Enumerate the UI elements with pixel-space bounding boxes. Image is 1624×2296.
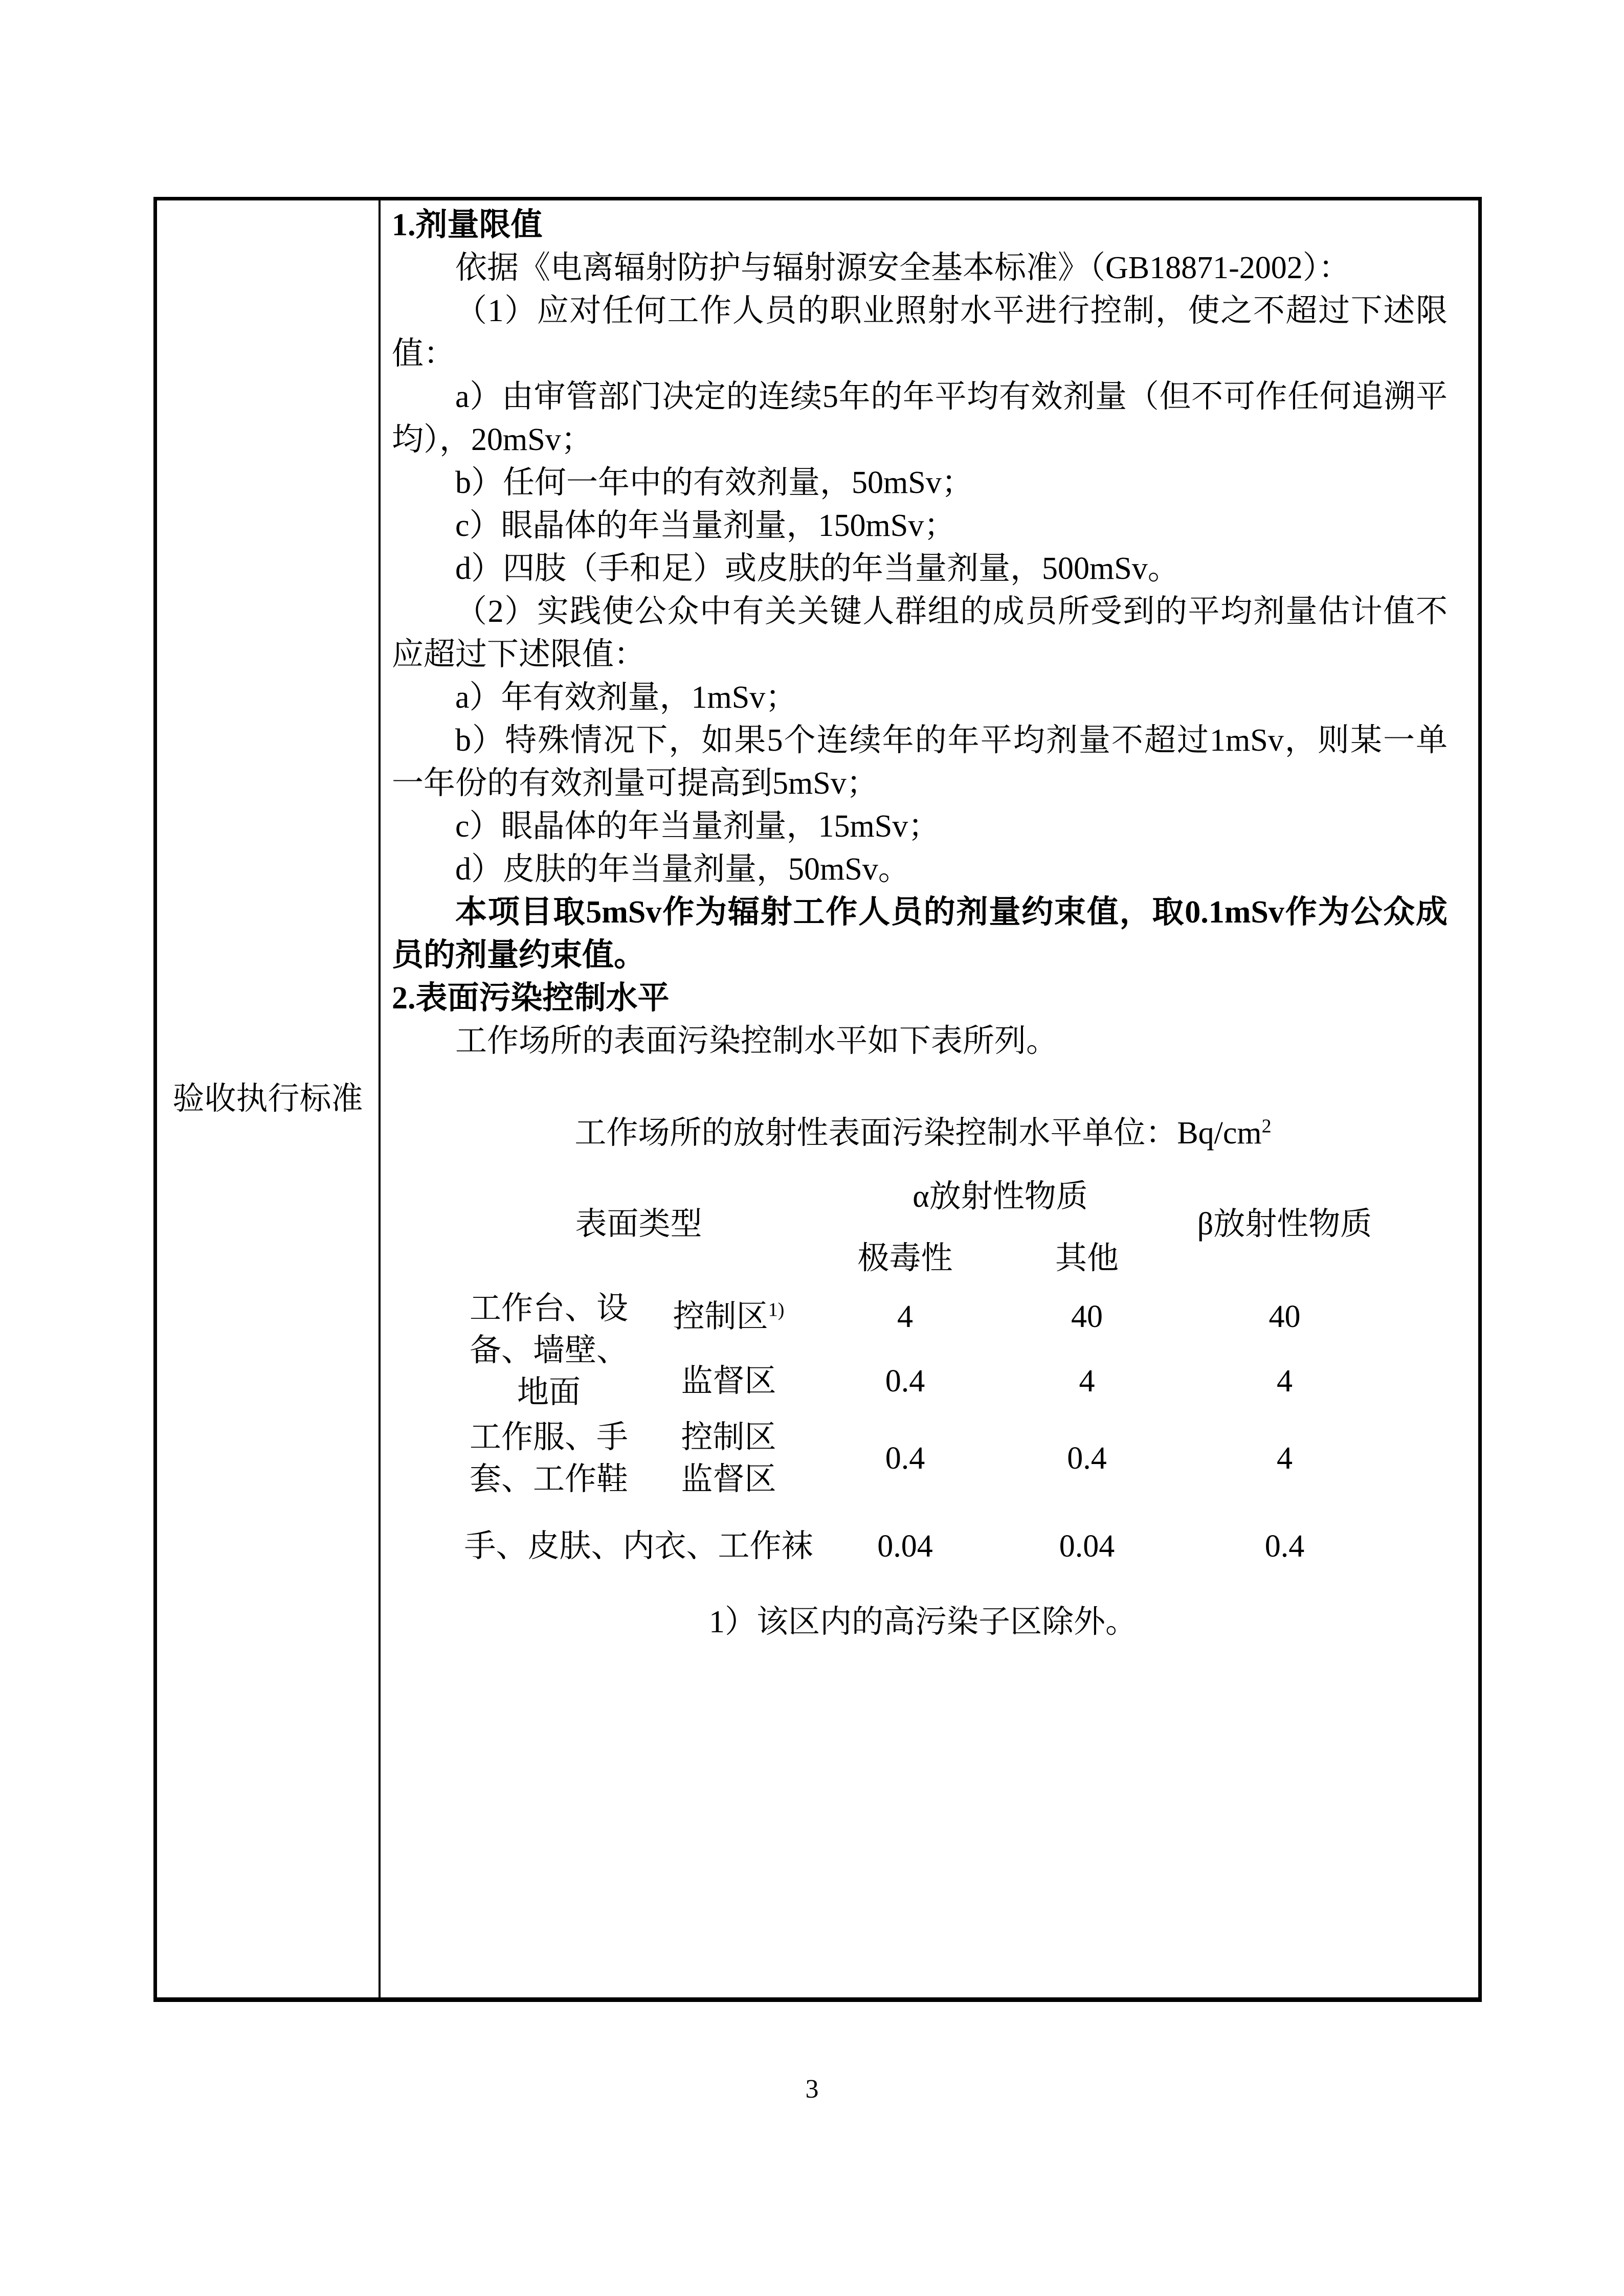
cell-group2-label: 工作服、手套、工作鞋 bbox=[469, 1420, 628, 1497]
para-surface-intro: 工作场所的表面污染控制水平如下表所列。 bbox=[455, 1024, 1058, 1059]
contamination-table-title bbox=[459, 1112, 1387, 1155]
cell-g1r2-beta: 4 bbox=[1277, 1363, 1293, 1399]
para-project-constraint: 本项目取5mSv作为辐射工作人员的剂量约束值，取0.1mSv作为公众成员的剂量约束值。 bbox=[392, 895, 1448, 973]
para-worker-item-b: b）任何一年中的有效剂量，50mSv； bbox=[455, 465, 973, 500]
para-surface-heading: 2.表面污染控制水平 bbox=[392, 981, 670, 1016]
para-basis-standard: 依据《电离辐射防护与辐射源安全基本标准》（GB18871-2002）： bbox=[455, 251, 1350, 285]
para-worker-item-a: a）由审管部门决定的连续5年的年平均有效剂量（但不可作任何追溯平均），20mSv； bbox=[392, 379, 1448, 457]
cell-g3-toxic: 0.04 bbox=[877, 1528, 933, 1564]
para-public-item-a: a）年有效剂量，1mSv； bbox=[455, 680, 797, 715]
header-beta-group: β放射性物质 bbox=[1197, 1206, 1372, 1242]
cell-g1r1-beta: 40 bbox=[1269, 1299, 1301, 1334]
para-dose-limit-heading: 1.剂量限值 bbox=[392, 208, 543, 242]
cell-group1-controlled-zone bbox=[639, 1286, 818, 1347]
page-number: 3 bbox=[805, 2075, 819, 2104]
cell-group1-label: 工作台、设备、墙壁、地面 bbox=[469, 1291, 628, 1410]
para-public-item-d: d）皮肤的年当量剂量，50mSv。 bbox=[455, 852, 910, 887]
para-worker-item-c: c）眼晶体的年当量剂量，150mSv； bbox=[455, 508, 956, 543]
cell-g1r2-toxic: 0.4 bbox=[885, 1363, 925, 1399]
header-alpha-other: 其他 bbox=[1055, 1241, 1119, 1276]
para-public-item-b: b）特殊情况下，如果5个连续年的年平均剂量不超过1mSv，则某一单一年份的有效剂量可提高到5mSv； bbox=[392, 723, 1448, 801]
header-surface-type: 表面类型 bbox=[575, 1206, 702, 1242]
para-public-limit: （2）实践使公众中有关关键人群组的成员所受到的平均剂量估计值不应超过下述限值： bbox=[392, 594, 1448, 672]
cell-group1-supervised-zone: 监督区 bbox=[681, 1363, 776, 1399]
cell-g1r2-other: 4 bbox=[1079, 1363, 1095, 1399]
cell-g2-toxic: 0.4 bbox=[885, 1441, 925, 1476]
contamination-limits-table bbox=[459, 1162, 1387, 1653]
cell-g2-other: 0.4 bbox=[1067, 1441, 1107, 1476]
standard-content-cell bbox=[381, 200, 1478, 1997]
para-occupational-limit: （1）应对任何工作人员的职业照射水平进行控制，使之不超过下述限值： bbox=[392, 294, 1448, 371]
header-alpha-group: α放射性物质 bbox=[913, 1179, 1088, 1214]
row-header-label: 验收执行标准 bbox=[172, 1082, 363, 1116]
contamination-table-title-text: 工作场所的放射性表面污染控制水平单位：Bq/cm bbox=[574, 1116, 1262, 1151]
cell-g1r1-toxic: 4 bbox=[897, 1299, 914, 1334]
cell-g3-other: 0.04 bbox=[1059, 1528, 1115, 1564]
title-superscript: 2 bbox=[1261, 1115, 1272, 1137]
group2-zone-line2: 监督区 bbox=[681, 1462, 776, 1497]
controlled-zone-text: 控制区 bbox=[673, 1299, 768, 1334]
cell-g2-beta: 4 bbox=[1277, 1441, 1293, 1476]
acceptance-standard-table bbox=[153, 197, 1482, 2002]
group2-zone-line1: 控制区 bbox=[681, 1420, 776, 1455]
cell-group2-zones bbox=[639, 1415, 818, 1502]
cell-g1r1-other: 40 bbox=[1071, 1299, 1103, 1334]
cell-group3-label: 手、皮肤、内衣、工作袜 bbox=[464, 1528, 813, 1564]
cell-g3-beta: 0.4 bbox=[1264, 1528, 1305, 1564]
para-worker-item-d: d）四肢（手和足）或皮肤的年当量剂量，500mSv。 bbox=[455, 551, 1180, 586]
controlled-zone-superscript: 1) bbox=[768, 1298, 785, 1320]
table-footnote: 1）该区内的高污染子区除外。 bbox=[709, 1604, 1138, 1639]
header-alpha-toxic: 极毒性 bbox=[857, 1241, 953, 1276]
para-public-item-c: c）眼晶体的年当量剂量，15mSv； bbox=[455, 809, 940, 844]
row-header-cell bbox=[157, 200, 381, 1997]
